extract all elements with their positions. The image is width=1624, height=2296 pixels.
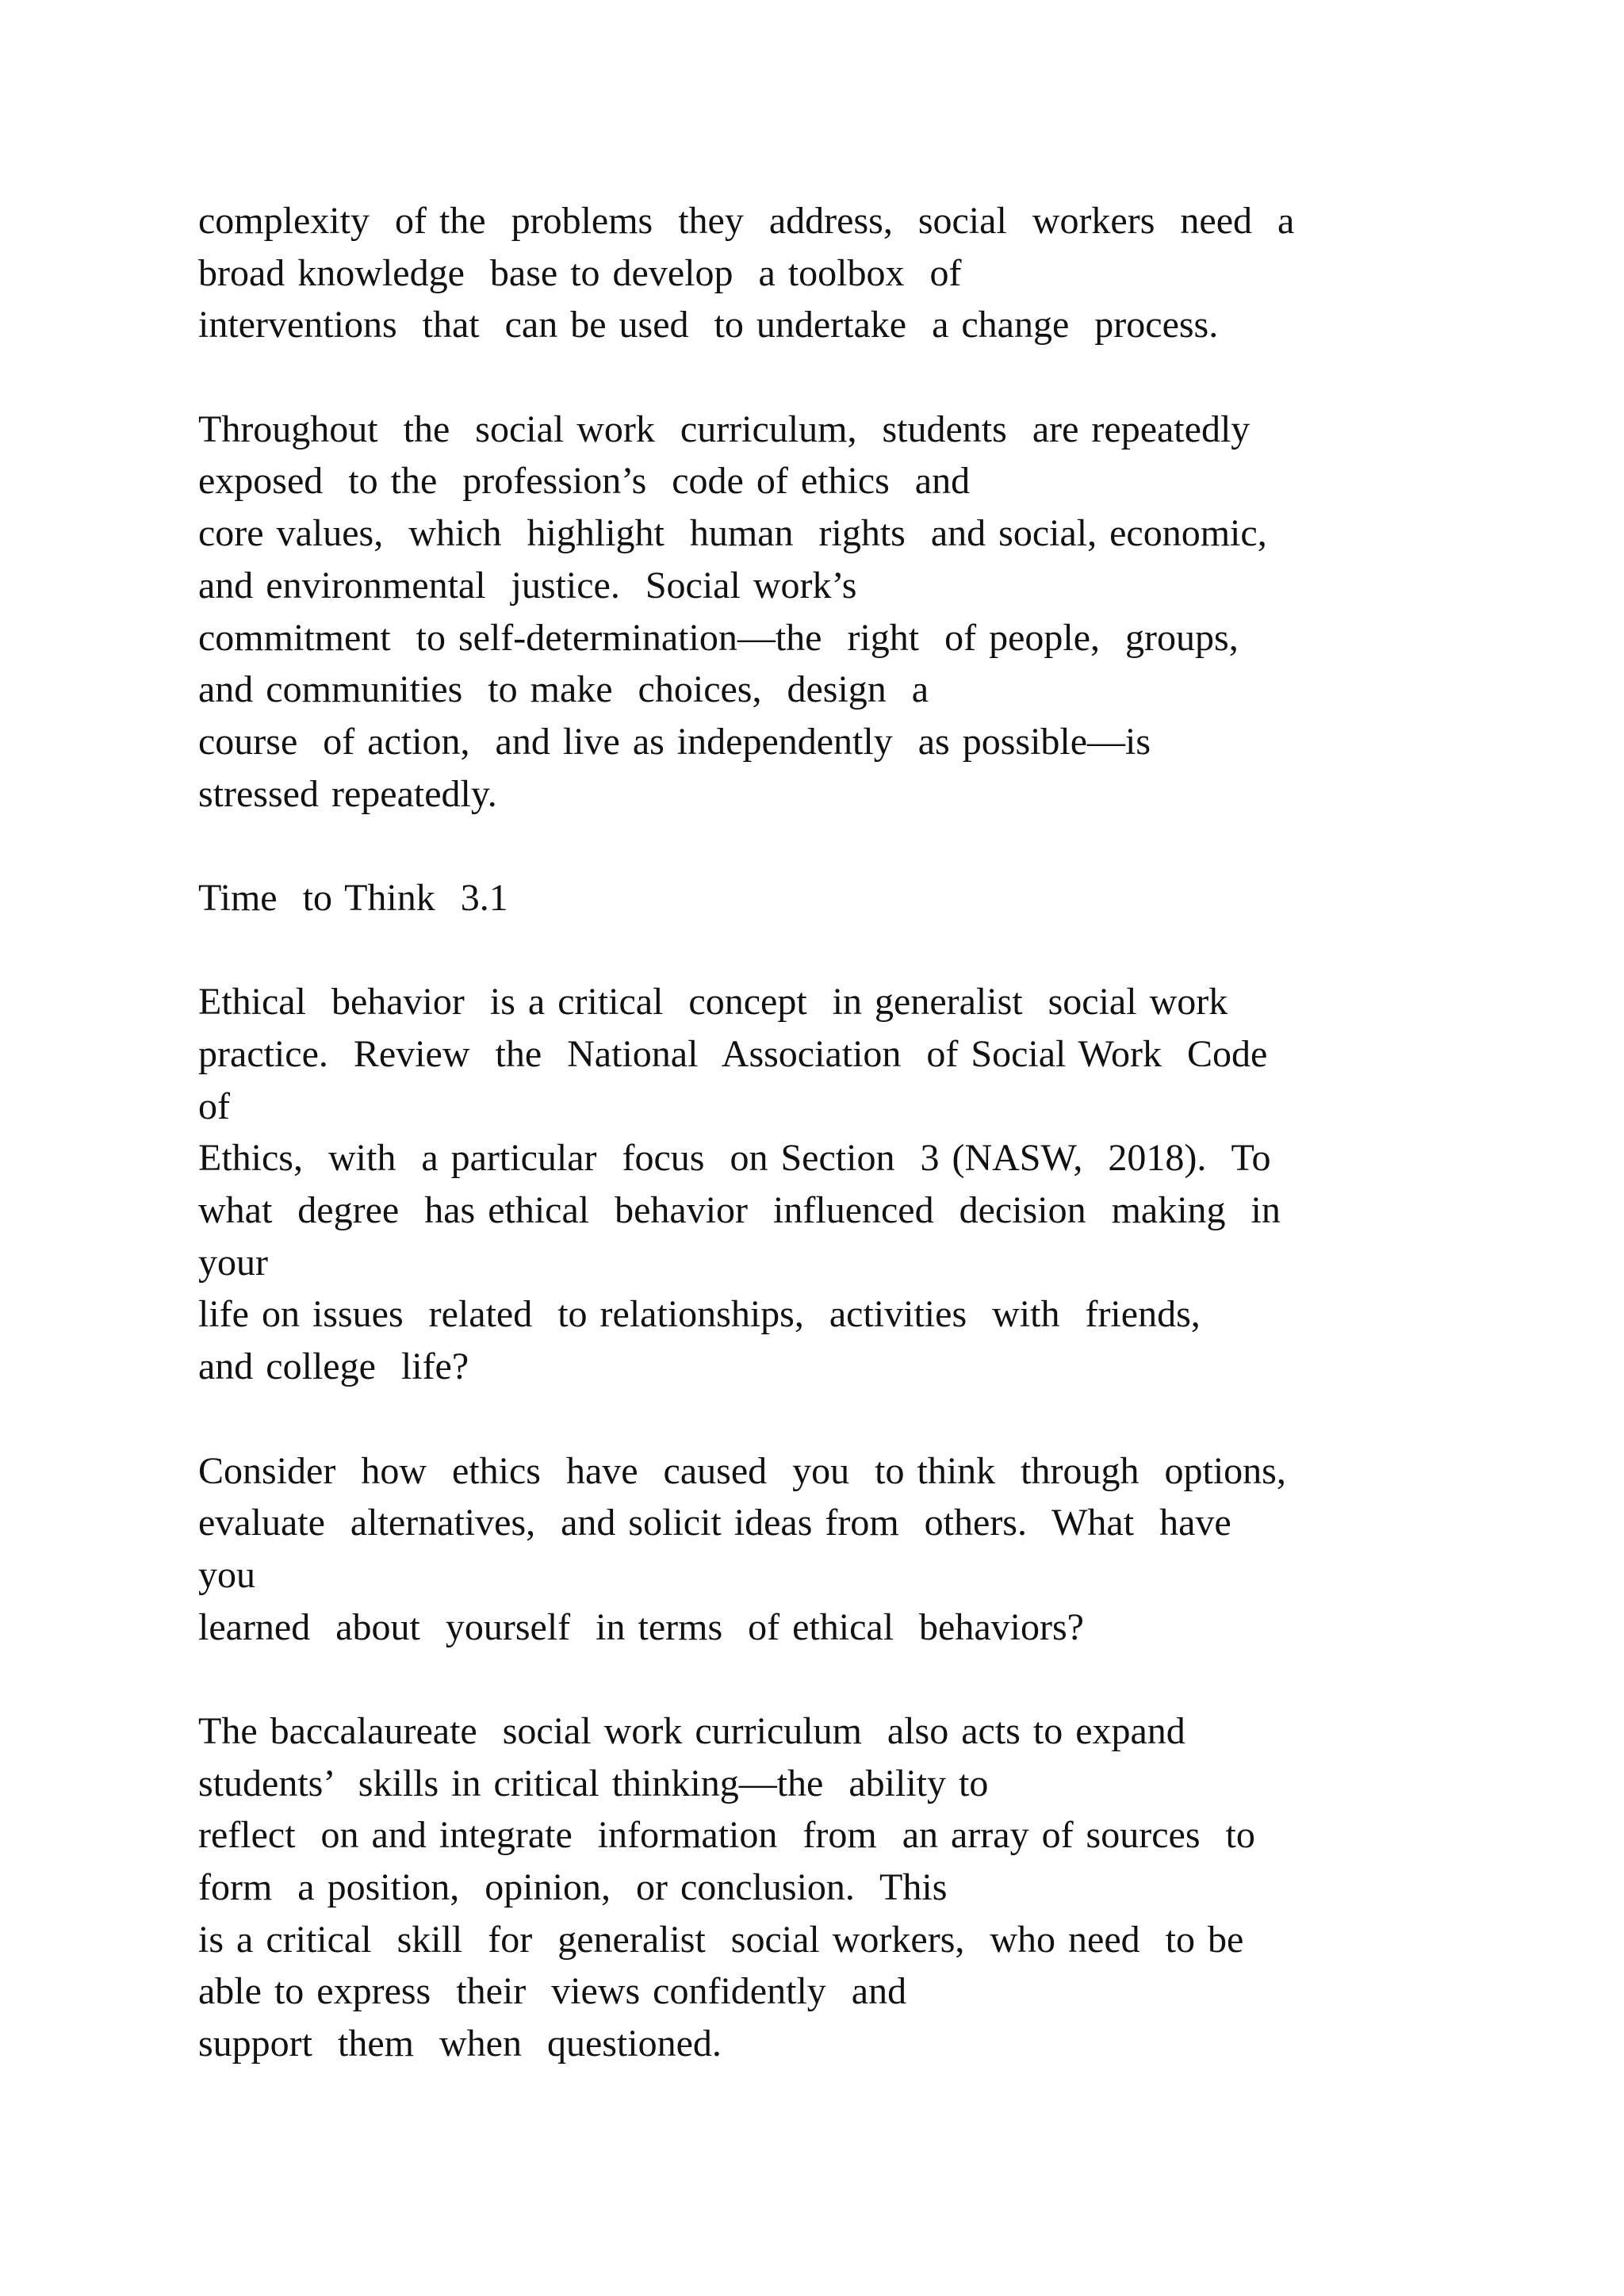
text-line: is a critical skill for generalist social workers, who need to be xyxy=(198,1918,1244,1961)
text-line: your xyxy=(198,1241,268,1284)
text-line: exposed to the profession’s code of ethics and xyxy=(198,460,971,503)
paragraph-spacer xyxy=(198,820,1546,872)
text-line: interventions that can be used to undertake a change process. xyxy=(198,304,1219,346)
text-line: you xyxy=(198,1553,255,1596)
text-line: The baccalaureate social work curriculum also acts to expand xyxy=(198,1709,1185,1752)
paragraph-intro xyxy=(198,195,1546,351)
text-line: evaluate alternatives, and solicit ideas from others. What have xyxy=(198,1502,1231,1544)
document-body xyxy=(198,195,1546,2070)
text-line: practice. Review the National Association of Social Work Code xyxy=(198,1033,1268,1075)
text-line: stressed repeatedly. xyxy=(198,772,497,815)
text-line: learned about yourself in terms of ethical behaviors? xyxy=(198,1605,1084,1648)
text-line: course of action, and live as independently as possible—is xyxy=(198,720,1151,763)
paragraph-spacer xyxy=(198,1393,1546,1445)
paragraph-code-of-ethics xyxy=(198,404,1546,821)
paragraph-ethical-behavior xyxy=(198,976,1546,1393)
paragraph-critical-thinking xyxy=(198,1705,1546,2070)
section-heading xyxy=(198,872,1546,924)
text-line: and college life? xyxy=(198,1345,469,1388)
text-line: what degree has ethical behavior influenced decision making in xyxy=(198,1189,1281,1232)
paragraph-consider-ethics xyxy=(198,1445,1546,1654)
text-line: Throughout the social work curriculum, students are repeatedly xyxy=(198,408,1251,450)
text-line: broad knowledge base to develop a toolbox of xyxy=(198,251,962,294)
text-line: of xyxy=(198,1085,230,1127)
text-line: students’ skills in critical thinking—the ability to xyxy=(198,1762,989,1804)
text-line: core values, which highlight human rights and social, economic, xyxy=(198,512,1267,555)
text-line: Ethical behavior is a critical concept in generalist social work xyxy=(198,981,1228,1024)
text-line: form a position, opinion, or conclusion. This xyxy=(198,1866,948,1908)
text-line: complexity of the problems they address, social workers need a xyxy=(198,200,1295,242)
paragraph-spacer xyxy=(198,924,1546,977)
paragraph-spacer xyxy=(198,351,1546,404)
text-line: support them when questioned. xyxy=(198,2022,722,2065)
paragraph-spacer xyxy=(198,1653,1546,1705)
text-line: reflect on and integrate information from an array of sources to xyxy=(198,1814,1255,1857)
text-line: able to express their views confidently and xyxy=(198,1970,907,2013)
text-line: commitment to self-determination—the right of people, groups, xyxy=(198,616,1239,659)
text-line: Ethics, with a particular focus on Section 3 (NASW, 2018). To xyxy=(198,1137,1271,1180)
text-line: Consider how ethics have caused you to think through options, xyxy=(198,1449,1286,1492)
text-line: life on issues related to relationships, activities with friends, xyxy=(198,1293,1201,1336)
text-line: and environmental justice. Social work’s xyxy=(198,564,857,607)
heading-time-to-think: Time to Think 3.1 xyxy=(198,876,508,919)
text-line: and communities to make choices, design a xyxy=(198,668,929,711)
